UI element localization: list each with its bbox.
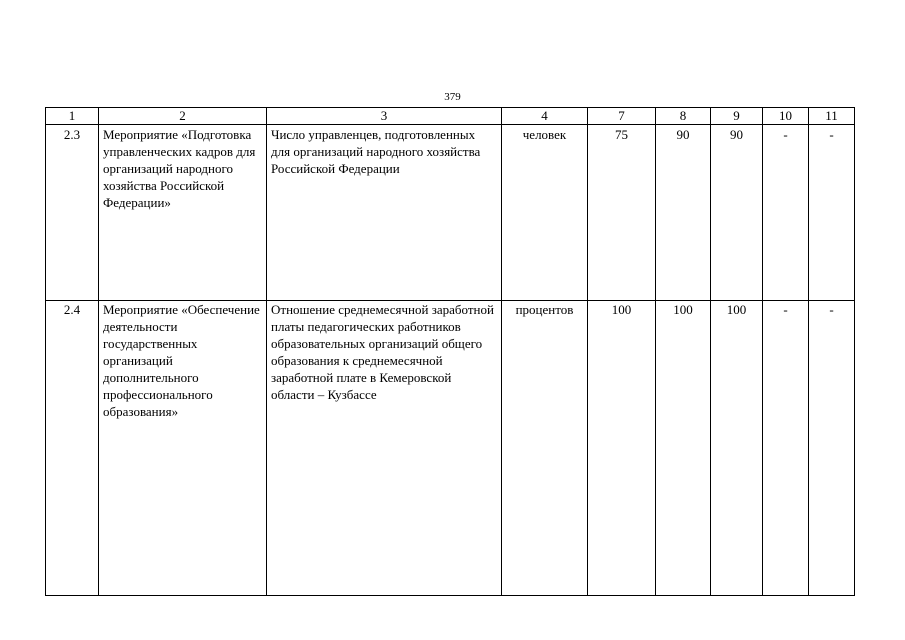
column-header-8: 8 <box>656 108 711 125</box>
header-row <box>46 108 855 125</box>
value-col-9: 90 <box>711 125 763 301</box>
page-number: 379 <box>444 91 461 103</box>
value-col-8: 90 <box>656 125 711 301</box>
event-name: Мероприятие «Обеспечение деятельности государственных организаций дополнительного профессионального образования» <box>99 301 267 596</box>
row-number: 2.3 <box>46 125 99 301</box>
value-col-8: 100 <box>656 301 711 596</box>
unit-cell: человек <box>502 125 588 301</box>
value-col-11: - <box>809 125 855 301</box>
indicator-name: Отношение среднемесячной заработной платы педагогических работников образовательных организаций общего образования к среднемесячной заработной плате в Кемеровской области – Кузбассе <box>267 301 502 596</box>
column-header-9: 9 <box>711 108 763 125</box>
column-header-11: 11 <box>809 108 855 125</box>
indicators-table <box>45 107 855 596</box>
column-header-4: 4 <box>502 108 588 125</box>
value-col-11: - <box>809 301 855 596</box>
value-col-10: - <box>763 125 809 301</box>
unit-cell: процентов <box>502 301 588 596</box>
column-header-3: 3 <box>267 108 502 125</box>
column-header-1: 1 <box>46 108 99 125</box>
column-header-2: 2 <box>99 108 267 125</box>
value-col-7: 75 <box>588 125 656 301</box>
event-name: Мероприятие «Подготовка управленческих кадров для организаций народного хозяйства Российской Федерации» <box>99 125 267 301</box>
table-row <box>46 301 855 596</box>
row-number: 2.4 <box>46 301 99 596</box>
column-header-7: 7 <box>588 108 656 125</box>
value-col-10: - <box>763 301 809 596</box>
value-col-9: 100 <box>711 301 763 596</box>
table-row <box>46 125 855 301</box>
indicator-name: Число управленцев, подготовленных для организаций народного хозяйства Российской Федерации <box>267 125 502 301</box>
value-col-7: 100 <box>588 301 656 596</box>
column-header-10: 10 <box>763 108 809 125</box>
